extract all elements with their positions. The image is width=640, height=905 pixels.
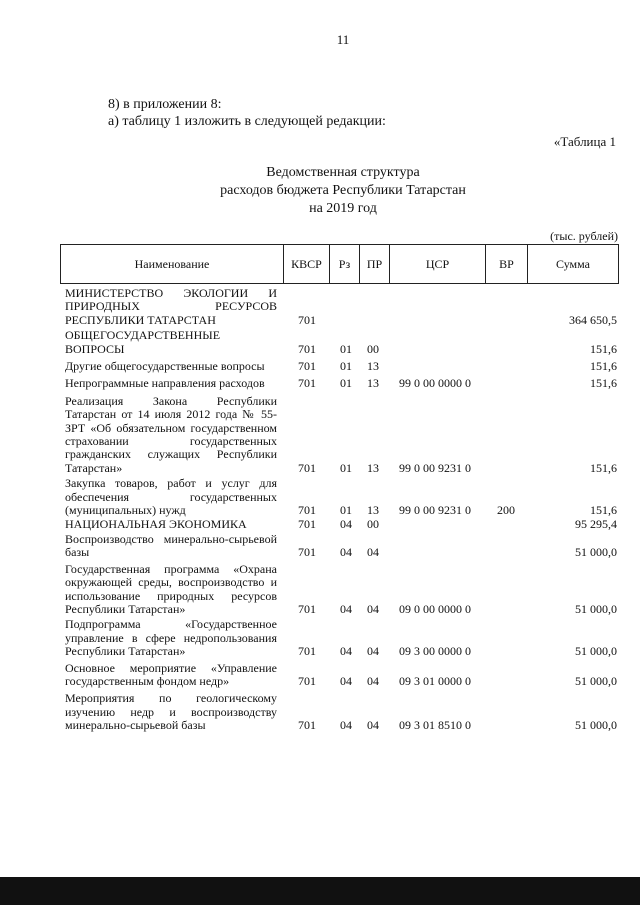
row-vr: 200 [497,503,515,518]
row-pr: 00 [367,341,379,356]
page-number: 11 [336,32,350,47]
row-name: МИНИСТЕРСТВО ЭКОЛОГИИ И ПРИРОДНЫХ РЕСУРСОВ РЕСПУБЛИКИ ТАТАРСТАН [65,286,277,327]
row-sum: 51 000,0 [575,601,617,616]
row-rz: 01 [340,503,352,518]
row-kvsr: 701 [298,312,316,327]
table-row [65,477,617,517]
row-rz: 04 [340,673,352,688]
header-pr: ПР [360,245,390,284]
header-vr: ВР [486,245,528,284]
header-name: Наименование [61,245,284,284]
row-name: Другие общегосударственные вопросы [65,359,265,374]
row-sum: 364 650,5 [569,312,617,327]
row-pr: 13 [367,376,379,391]
row-rz: 01 [340,359,352,374]
header-kvsr: КВСР [284,245,330,284]
row-pr: 04 [367,601,379,616]
row-csr: 99 0 00 9231 0 [399,460,471,475]
table-row [65,329,617,356]
table-row [65,692,617,732]
scan-border [0,877,640,905]
table-row [65,395,617,475]
row-name: Воспроизводство минерально-сырьевой базы [65,531,277,560]
table-label: «Таблица 1 [553,134,616,149]
table-row [65,563,617,617]
row-sum: 151,6 [590,376,617,391]
row-name: Основное мероприятие «Управление государственным фондом недр» [65,660,277,688]
header-rz: Рз [330,245,360,284]
table-row [65,533,617,560]
row-rz: 04 [340,545,352,560]
row-name: Мероприятия по геологическому изучению недр и воспроизводству минерально-сырьевой базы [65,691,277,733]
row-rz: 04 [340,516,352,531]
row-kvsr: 701 [298,503,316,518]
title-line-1: Ведомственная структура [266,165,420,180]
row-csr: 09 0 00 0000 0 [399,601,471,616]
row-pr: 00 [367,516,379,531]
header-csr: ЦСР [390,245,486,284]
row-pr: 13 [367,359,379,374]
row-rz: 04 [340,601,352,616]
row-csr: 09 3 01 0000 0 [399,673,471,688]
row-csr: 09 3 00 0000 0 [399,644,471,659]
title-line-3: на 2019 год [309,201,377,216]
row-sum: 151,6 [590,341,617,356]
row-kvsr: 701 [298,460,316,475]
row-pr: 04 [367,545,379,560]
row-csr: 99 0 00 0000 0 [399,376,471,391]
header-sum: Сумма [528,245,619,284]
row-kvsr: 701 [298,601,316,616]
row-sum: 51 000,0 [575,673,617,688]
row-kvsr: 701 [298,359,316,374]
row-sum: 51 000,0 [575,718,617,733]
row-rz: 01 [340,460,352,475]
row-sum: 51 000,0 [575,545,617,560]
row-sum: 95 295,4 [575,516,617,531]
row-name: Государственная программа «Охрана окружающей среды, воспроизводство и использование природных ресурсов Республики Татарстан» [65,561,277,616]
row-kvsr: 701 [298,718,316,733]
row-pr: 04 [367,644,379,659]
title-line-2: расходов бюджета Республики Татарстан [220,183,466,198]
row-csr: 09 3 01 8510 0 [399,718,471,733]
row-rz: 04 [340,718,352,733]
row-pr: 13 [367,460,379,475]
row-kvsr: 701 [298,516,316,531]
row-sum: 151,6 [590,460,617,475]
table-header [60,244,619,284]
row-rz: 01 [340,376,352,391]
row-kvsr: 701 [298,644,316,659]
row-pr: 04 [367,718,379,733]
table-row [65,662,617,689]
row-kvsr: 701 [298,673,316,688]
row-name: Непрограммные направления расходов [65,376,265,391]
table-row [65,360,617,373]
intro-line-2: а) таблицу 1 изложить в следующей редакции: [108,114,386,129]
table-body [65,287,617,733]
row-name: НАЦИОНАЛЬНАЯ ЭКОНОМИКА [65,516,247,531]
row-csr: 99 0 00 9231 0 [399,503,471,518]
row-name: ОБЩЕГОСУДАРСТВЕННЫЕ ВОПРОСЫ [65,328,221,356]
row-kvsr: 701 [298,341,316,356]
table-row [65,618,617,658]
row-sum: 51 000,0 [575,644,617,659]
row-name: Реализация Закона Республики Татарстан от 14 июля 2012 года № 55-ЗРТ «Об обязательном государственном страховании государственных гражданских служащих Республики Татарстан» [65,393,277,475]
units-label: (тыс. рублей) [550,229,618,243]
row-sum: 151,6 [590,503,617,518]
row-sum: 151,6 [590,359,617,374]
row-rz: 04 [340,644,352,659]
table-row [65,518,617,531]
row-name: Подпрограмма «Государственное управление в сфере недропользования Республики Татарстан» [65,617,277,659]
intro-line-1: 8) в приложении 8: [108,97,222,112]
row-kvsr: 701 [298,376,316,391]
row-pr: 13 [367,503,379,518]
table-row [65,287,617,327]
row-pr: 04 [367,673,379,688]
table-row [65,377,617,390]
row-kvsr: 701 [298,545,316,560]
row-rz: 01 [340,341,352,356]
row-name: Закупка товаров, работ и услуг для обеспечения государственных (муниципальных) нужд [65,476,277,518]
